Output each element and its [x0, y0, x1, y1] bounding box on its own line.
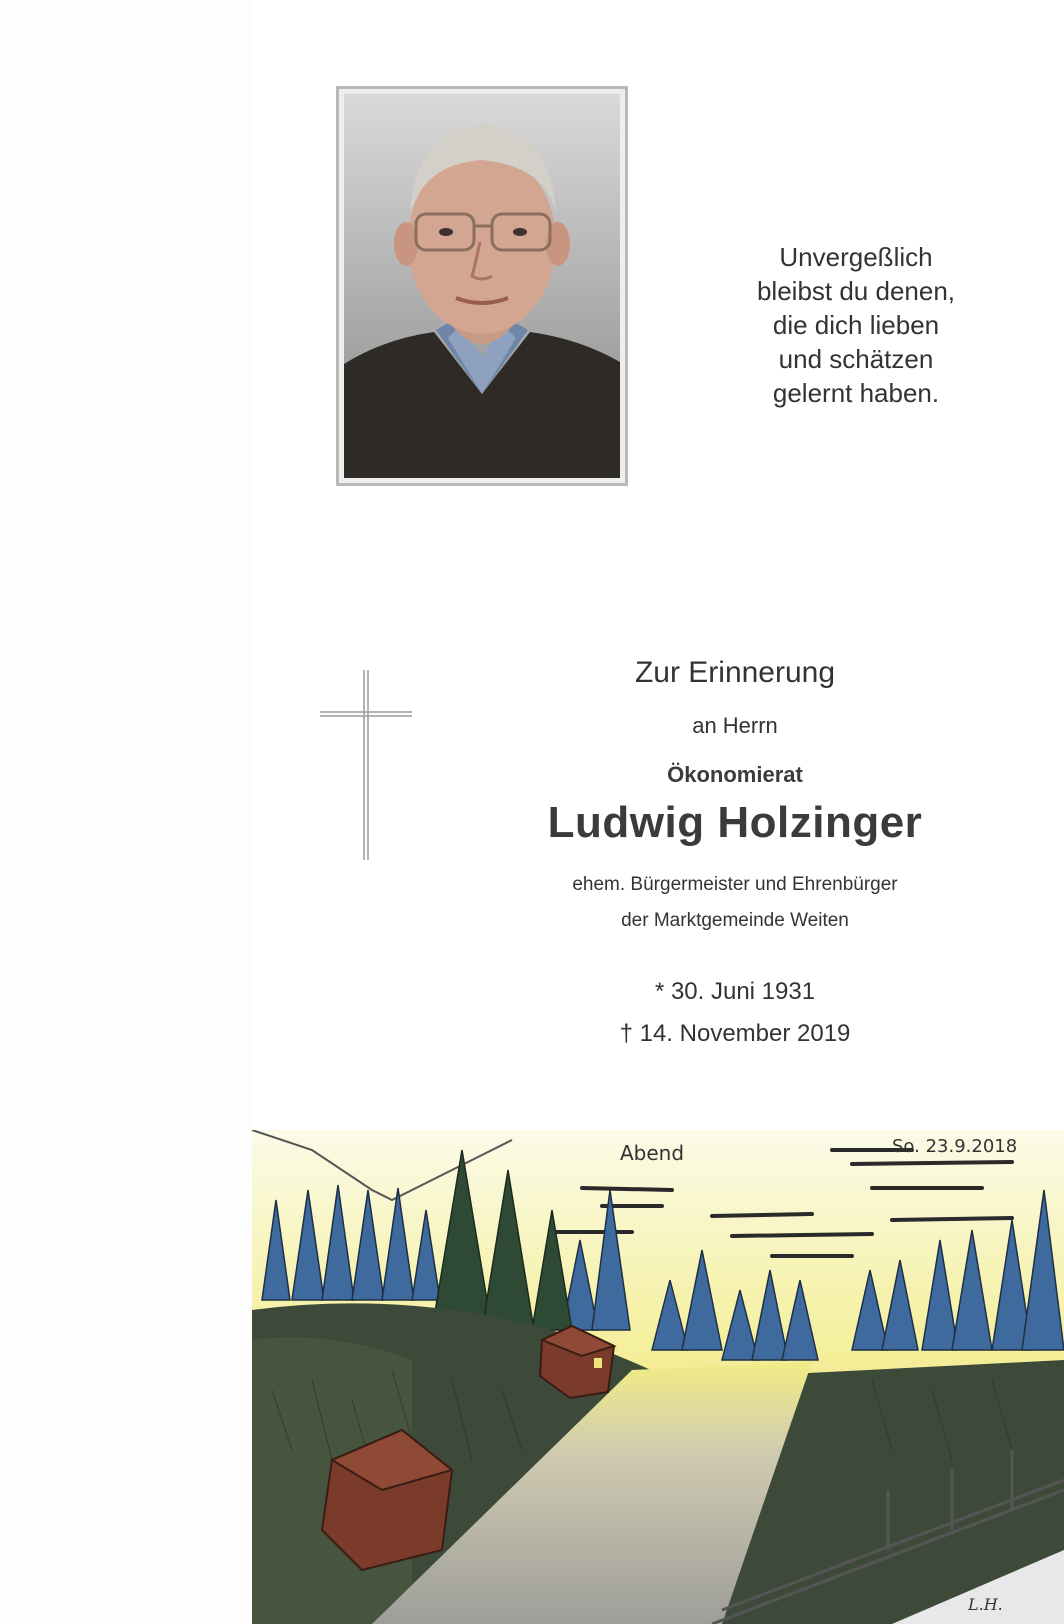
quote-line: die dich lieben [772, 310, 940, 340]
quote-line: gelernt haben. [772, 378, 940, 408]
birth-date: * 30. Juni 1931 [654, 978, 816, 1005]
portrait-photo [336, 86, 628, 486]
memorial-salutation: an Herrn [692, 713, 778, 738]
caption-right: So. 23.9.2018 [892, 1136, 1018, 1157]
role-line: der Marktgemeinde Weiten [621, 910, 849, 931]
memorial-heading: Zur Erinnerung [634, 656, 836, 689]
landscape-drawing [252, 1130, 1064, 1624]
quote-line: und schätzen [778, 344, 934, 374]
signature: L.H. [968, 1595, 1003, 1614]
caption-left: Abend [620, 1141, 685, 1165]
quote-line: bleibst du denen, [756, 276, 956, 306]
memorial-quote [722, 240, 990, 410]
honorary-title: Ökonomierat [667, 762, 803, 787]
quote-line: Unvergeßlich [779, 242, 933, 272]
deceased-name: Ludwig Holzinger [547, 798, 923, 847]
death-date: † 14. November 2019 [619, 1020, 851, 1047]
role-line: ehem. Bürgermeister und Ehrenbürger [572, 874, 898, 895]
cross-icon [318, 668, 418, 867]
page-margin [0, 0, 252, 1624]
